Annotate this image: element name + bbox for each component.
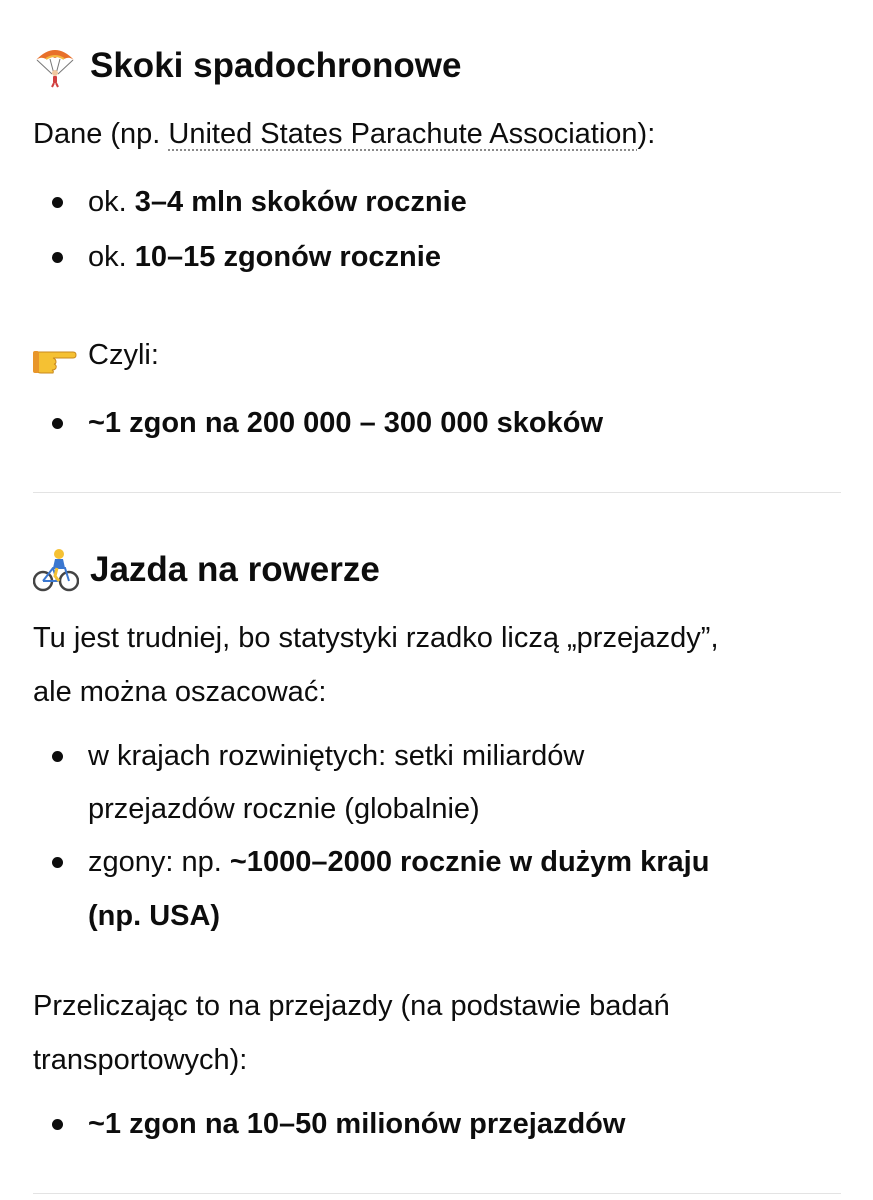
bullet-bold: (np. USA)	[88, 900, 221, 932]
bullet-dot	[52, 857, 63, 868]
uspa-link[interactable]: United States Parachute Association	[168, 118, 638, 150]
pointing-hand-icon	[33, 340, 77, 374]
parachute-icon	[33, 44, 77, 88]
bullet-prefix: ok.	[88, 241, 135, 273]
cycling-intro-line-2: ale można oszacować:	[33, 676, 327, 708]
list-item	[88, 1097, 625, 1151]
list-item	[88, 175, 467, 229]
bullet-prefix: zgony: np.	[88, 846, 230, 878]
bullet-dot	[52, 197, 63, 208]
bullet-prefix: ok.	[88, 186, 135, 218]
bullet-dot	[52, 751, 63, 762]
conclusion-bullet: ~1 zgon na 200 000 – 300 000 skoków	[88, 407, 604, 439]
section-heading-cycling: Jazda na rowerze	[90, 550, 380, 589]
cycling-intro-line-1: Tu jest trudniej, bo statystyki rzadko liczą „przejazdy”,	[33, 622, 719, 654]
bullet-bold: 3–4 mln skoków rocznie	[134, 186, 467, 218]
list-item-line-1: w krajach rozwiniętych: setki miliardów	[88, 740, 585, 772]
bullet-dot	[52, 252, 63, 263]
skydiving-intro	[33, 107, 655, 161]
intro-suffix: ):	[637, 118, 656, 150]
list-item	[88, 396, 603, 450]
divider	[33, 1193, 841, 1194]
bullet-dot	[52, 1119, 63, 1130]
divider	[33, 492, 841, 493]
conversion-line-2: transportowych):	[33, 1044, 248, 1076]
final-bullet: ~1 zgon na 10–50 milionów przejazdów	[88, 1108, 626, 1140]
conversion-line-1: Przeliczając to na przejazdy (na podstawie badań	[33, 990, 670, 1022]
list-item	[88, 835, 709, 889]
list-item-line-2: przejazdów rocznie (globalnie)	[88, 793, 480, 825]
list-item	[88, 230, 441, 284]
bullet-bold: 10–15 zgonów rocznie	[134, 241, 441, 273]
intro-prefix: Dane (np.	[33, 118, 169, 150]
bullet-dot	[52, 418, 63, 429]
list-item-line-2	[88, 889, 220, 943]
section-heading-skydiving: Skoki spadochronowe	[90, 46, 462, 85]
bullet-bold: ~1000–2000 rocznie w dużym kraju	[229, 846, 710, 878]
conclusion-label: Czyli:	[88, 339, 159, 371]
cyclist-icon	[33, 548, 79, 592]
